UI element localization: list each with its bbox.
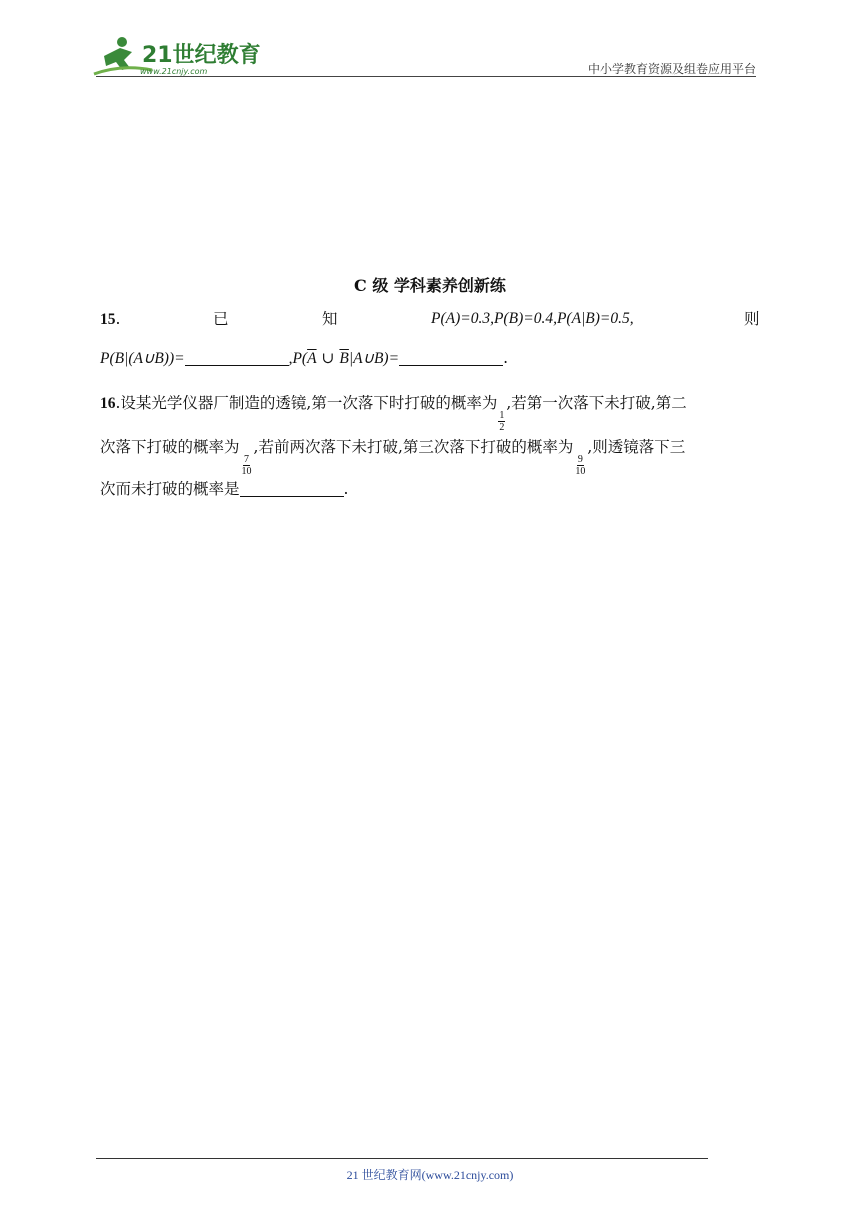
q15-word-1: 已 [213, 310, 229, 328]
q16-text-1b: ,若第一次落下未打破,第二 [506, 394, 687, 412]
q16-line-3 [100, 478, 348, 500]
fraction-2 [241, 454, 253, 477]
q16-text-1a: .设某光学仪器厂制造的透镜,第一次落下时打破的概率为 [115, 394, 498, 412]
q15-cup: ∪ [316, 349, 340, 367]
fraction-3-den: 10 [575, 466, 586, 477]
runner-logo-icon [92, 34, 272, 78]
q15-b-bar: $\overline{B}$ [339, 350, 349, 367]
q15-word-2: 知 [322, 310, 338, 328]
q15-sep: ,P( [288, 350, 308, 367]
q15-end: . [503, 349, 508, 367]
q16-number: 16 [100, 395, 116, 412]
logo-text: 21世纪教育 [142, 43, 261, 68]
footer-divider [96, 1158, 708, 1159]
answer-blank-2[interactable] [399, 350, 503, 366]
logo-url-text: www.21cnjy.com [140, 67, 208, 76]
section-title: C 级 学科素养创新练 [354, 276, 506, 295]
q15-number: 15 [100, 311, 116, 328]
q15-number-line [100, 308, 120, 331]
q15-a-bar: $\overline{A}$ [307, 350, 317, 367]
q16-line-2 [100, 436, 685, 477]
q15-word-3: 则 [744, 310, 760, 328]
fraction-1-den: 2 [499, 422, 505, 433]
answer-blank-3[interactable] [240, 481, 344, 497]
q16-line-1 [100, 392, 687, 433]
footer-text: 21 世纪教育网(www.21cnjy.com) [346, 1168, 514, 1182]
fraction-3 [574, 454, 586, 477]
fraction-2-num: 7 [244, 454, 250, 465]
q15-line-2 [100, 347, 508, 370]
fraction-2-den: 10 [241, 466, 252, 477]
q16-end: . [343, 480, 349, 498]
q16-text-2c: ,则透镜落下三 [587, 438, 686, 456]
header-slogan: 中小学教育资源及组卷应用平台 [587, 62, 756, 76]
q15-expr-2: |A∪B)= [348, 350, 400, 367]
q15-dot: . [115, 310, 121, 328]
q16-text-2b: ,若前两次落下未打破,第三次落下打破的概率为 [253, 438, 574, 456]
q15-given: P(A)=0.3,P(B)=0.4,P(A|B)=0.5, [431, 310, 634, 327]
fraction-1-num: 1 [499, 410, 505, 421]
fraction-1 [498, 410, 505, 433]
fraction-3-num: 9 [577, 454, 583, 465]
q15-expr-1: P(B|(A∪B))= [100, 350, 185, 367]
q16-text-3a: 次而未打破的概率是 [100, 480, 240, 498]
site-logo [92, 34, 272, 78]
header-divider [96, 76, 756, 77]
answer-blank-1[interactable] [185, 350, 289, 366]
q16-text-2a: 次落下打破的概率为 [100, 438, 240, 456]
